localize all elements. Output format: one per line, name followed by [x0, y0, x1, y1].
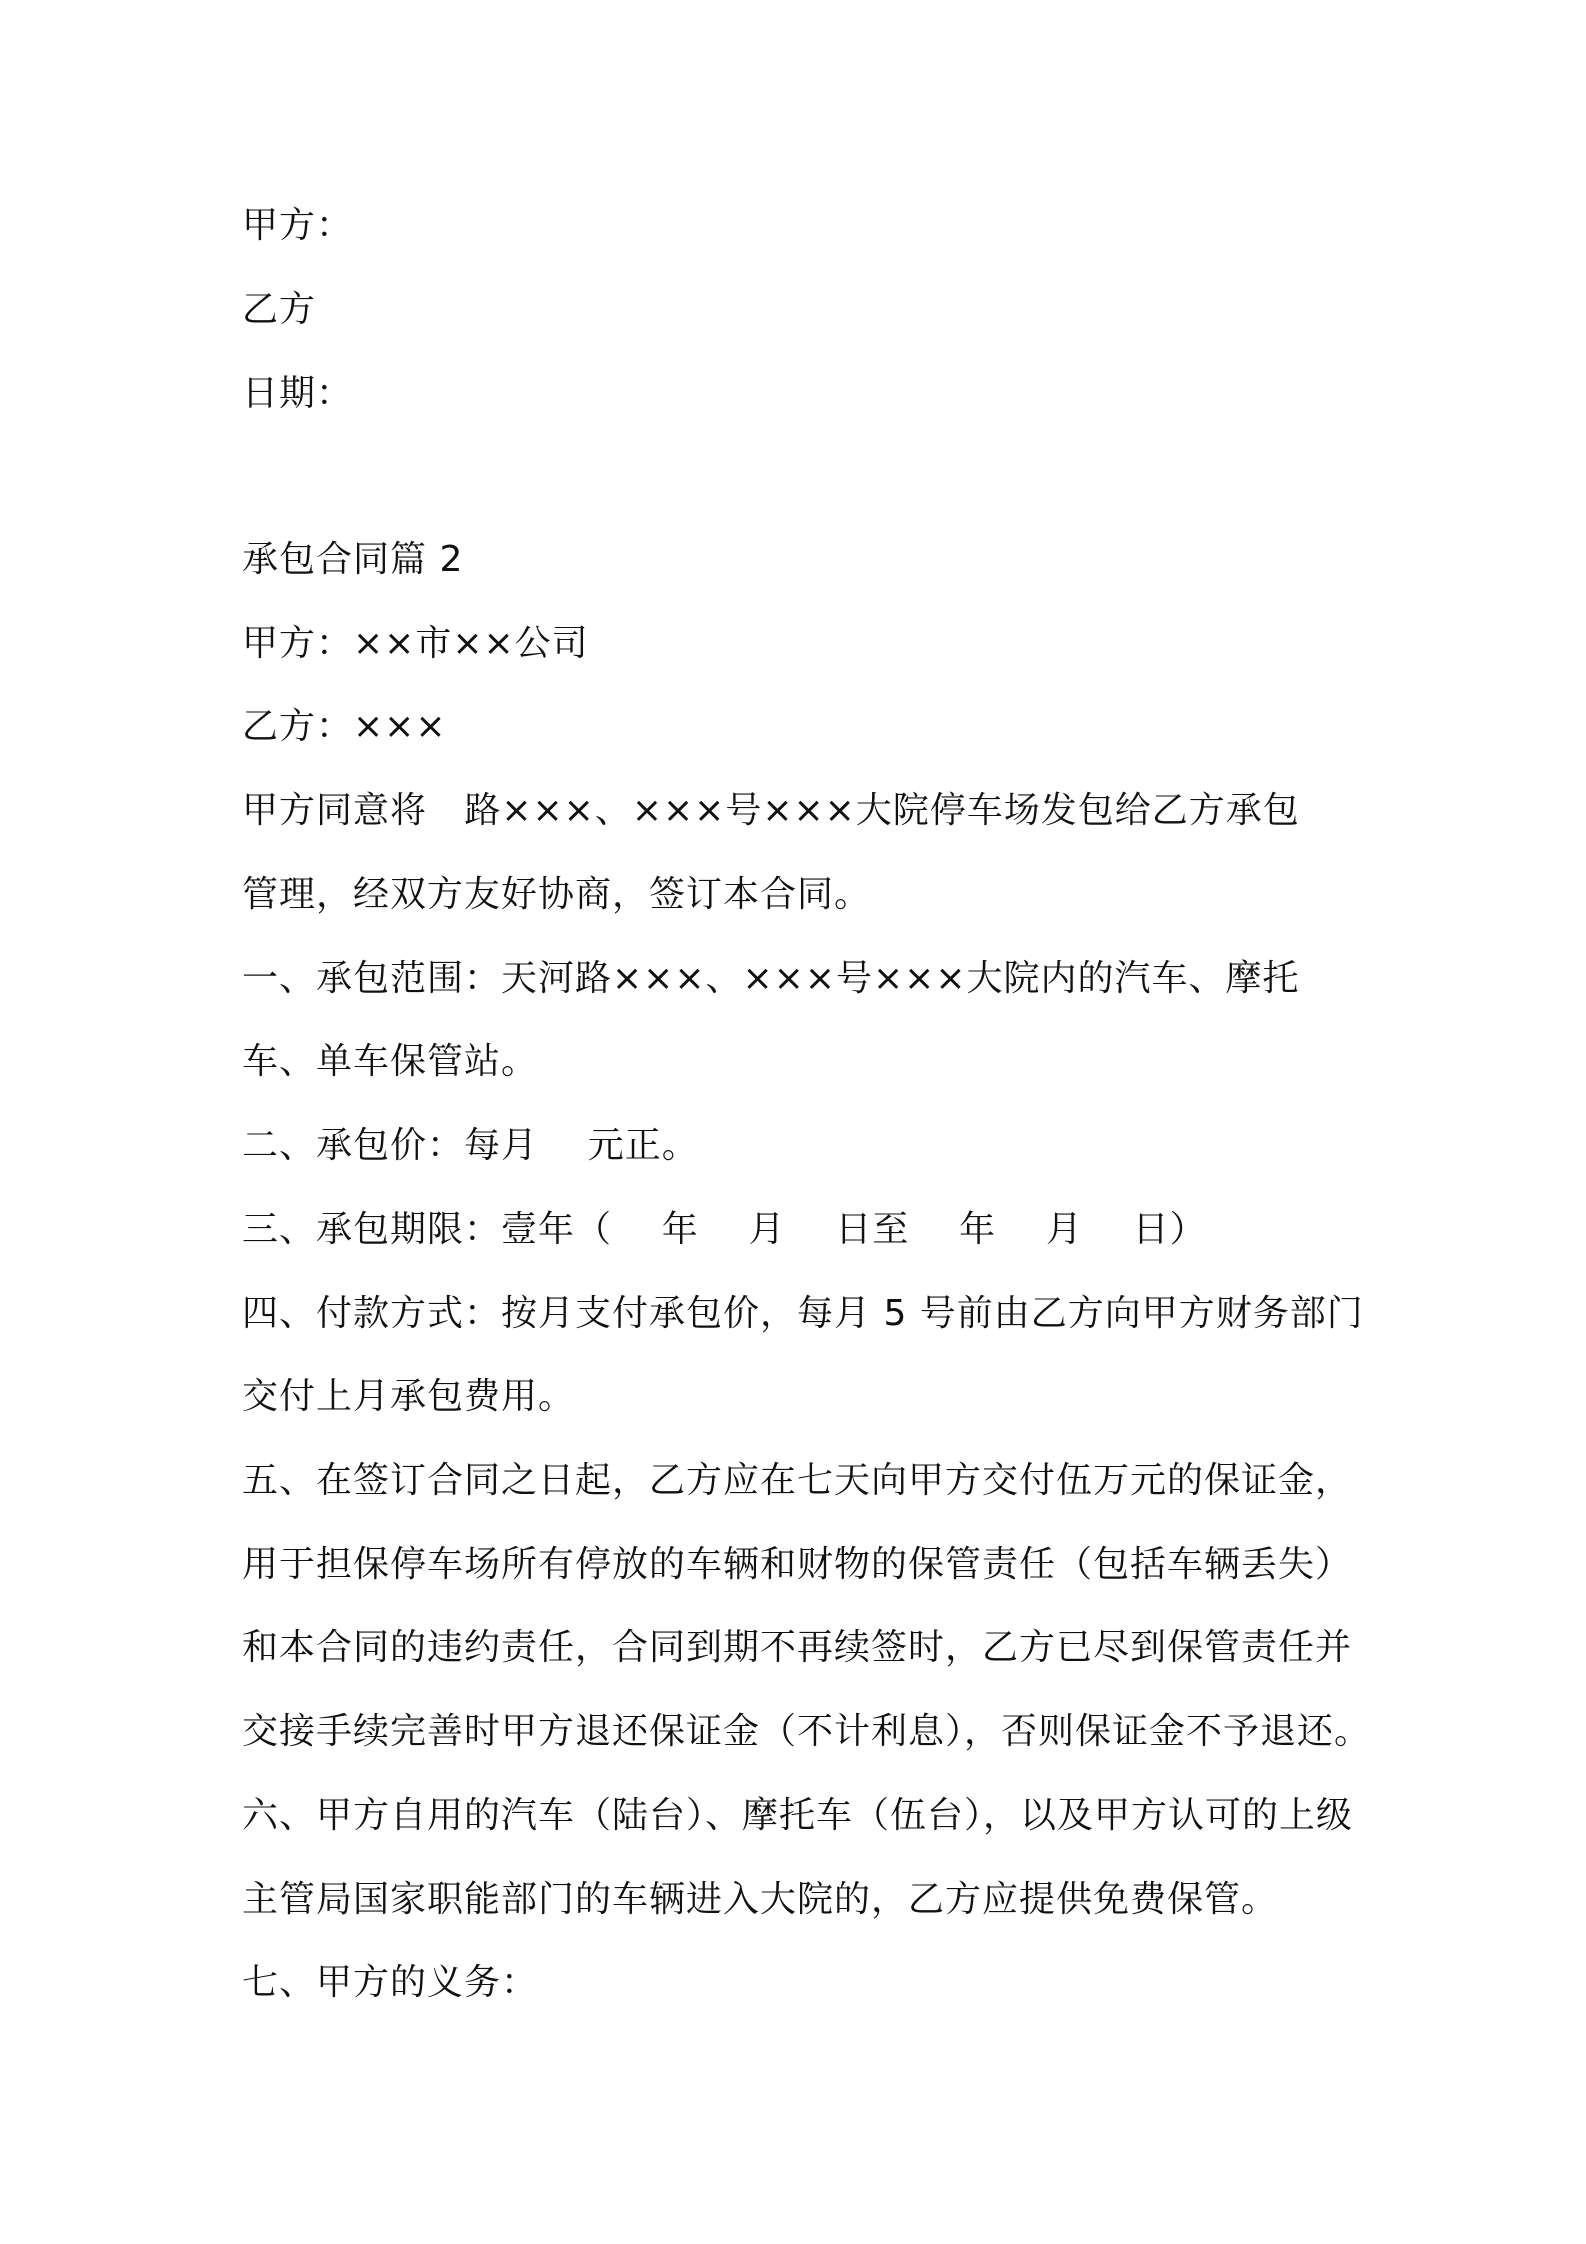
clause-line: 三、承包期限：壹年（ 年 月 日至 年 月 日） — [242, 1209, 1207, 1250]
signature-party-b: 乙方 — [242, 289, 317, 330]
intro-line: 管理，经双方友好协商，签订本合同。 — [242, 874, 872, 915]
clause-line: 交付上月承包费用。 — [242, 1376, 576, 1417]
contract-party-a: 甲方：××市××公司 — [242, 623, 589, 664]
contract-party-b: 乙方：××× — [242, 706, 447, 747]
clause-line: 车、单车保管站。 — [242, 1041, 539, 1082]
intro-line: 甲方同意将 路×××、×××号×××大院停车场发包给乙方承包 — [242, 790, 1300, 831]
clause-line: 用于担保停车场所有停放的车辆和财物的保管责任（包括车辆丢失） — [242, 1544, 1353, 1585]
contract-title: 承包合同篇 2 — [242, 539, 464, 580]
clause-line: 六、甲方自用的汽车（陆台）、摩托车（伍台），以及甲方认可的上级 — [242, 1795, 1354, 1836]
clause-line: 和本合同的违约责任，合同到期不再续签时，乙方已尽到保管责任并 — [242, 1627, 1353, 1668]
signature-party-a: 甲方： — [242, 205, 354, 246]
clause-line: 七、甲方的义务： — [242, 1962, 539, 2003]
clause-line: 交接手续完善时甲方退还保证金（不计利息），否则保证金不予退还。 — [242, 1711, 1372, 1752]
clause-line: 五、在签订合同之日起，乙方应在七天向甲方交付伍万元的保证金， — [242, 1460, 1353, 1501]
clause-line: 二、承包价：每月 元正。 — [242, 1125, 699, 1166]
clause-line: 一、承包范围：天河路×××、×××号×××大院内的汽车、摩托 — [242, 958, 1300, 999]
clause-line: 主管局国家职能部门的车辆进入大院的，乙方应提供免费保管。 — [242, 1879, 1279, 1920]
clause-line: 四、付款方式：按月支付承包价，每月 5 号前由乙方向甲方财务部门 — [242, 1293, 1364, 1334]
signature-date: 日期： — [242, 373, 354, 414]
